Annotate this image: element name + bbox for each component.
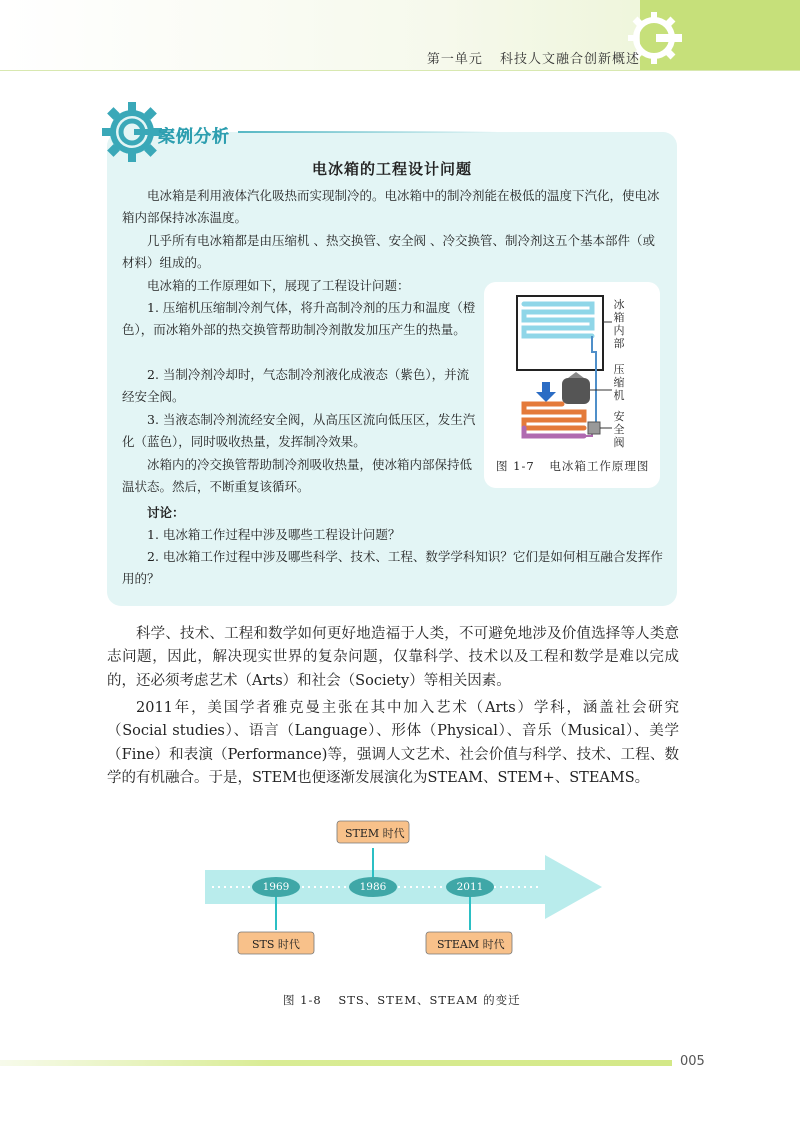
hot-exchange-coil	[524, 404, 584, 436]
year-label-1969: 1969	[262, 881, 290, 893]
fridge-diagram	[484, 282, 660, 458]
discussion-question: 2. 电冰箱工作过程中涉及哪些科学、技术、工程、数学学科知识？它们是如何相互融合发挥作用的？	[122, 549, 663, 586]
case-analysis-heading	[100, 100, 260, 160]
figure-caption-text: 电冰箱工作原理图	[549, 459, 650, 473]
header-unit: 第一单元	[426, 52, 483, 67]
case-heading-rule	[238, 131, 498, 133]
running-header	[427, 48, 640, 67]
body-paragraph: 科学、技术、工程和数学如何更好地造福于人类，不可避免地涉及价值选择等人类意志问题，因此，解决现实世界的复杂问题，仅靠科学、技术以及工程和数学是难以完成的，还必须考虑艺术（Arts）和社会（Society）等相关因素。	[107, 626, 679, 689]
label-fridge-inner: 冰箱内部	[613, 298, 625, 350]
case-step-paragraph: 2. 当制冷剂冷却时，气态制冷剂液化成液态（紫色），并流经安全阀。	[122, 367, 470, 404]
case-heading-label: 案例分析	[158, 127, 230, 147]
steam-era-label: STEAM 时代	[437, 938, 505, 951]
arrow-down-icon	[536, 382, 556, 402]
timeline-caption-text: STS、STEM、STEAM 的变迁	[338, 993, 521, 1007]
compressor-top	[568, 372, 584, 378]
discussion-question: 1. 电冰箱工作过程中涉及哪些工程设计问题？	[147, 527, 401, 542]
case-step-paragraph: 1. 压缩机压缩制冷剂气体，将升高制冷剂的压力和温度（橙色），而冰箱外部的热交换管帮助制冷剂散发加压产生的热量。	[122, 300, 476, 337]
safety-valve	[588, 422, 600, 434]
case-intro-paragraph: 几乎所有电冰箱都是由压缩机 、热交换管、安全阀 、冷交换管、制冷剂这五个基本部件（或材料）组成的。	[122, 233, 655, 270]
case-title: 电冰箱的工程设计问题	[311, 160, 472, 178]
header-divider	[0, 70, 800, 71]
case-intro-paragraph: 电冰箱的工作原理如下，展现了工程设计问题：	[147, 278, 410, 293]
footer-bar	[0, 1060, 672, 1066]
case-step-paragraph: 3. 当液态制冷剂流经安全阀，从高压区流向低压区，发生汽化（蓝色），同时吸收热量，发挥制冷效果。	[122, 412, 476, 449]
case-intro-paragraph: 电冰箱是利用液体汽化吸热而实现制冷的。电冰箱中的制冷剂能在极低的温度下汽化，使电冰箱内部保持冰冻温度。	[122, 188, 660, 225]
label-compressor: 压缩机	[613, 363, 625, 402]
body-paragraph: 2011年，美国学者雅克曼主张在其中加入艺术（Arts）学科，涵盖社会研究（Social studies）、语言（Language）、形体（Physical）、音乐（Musical）、美学（Fine）和表演（Performance)等，强调人文艺术、社会价值与科学、技术、工程、数学的有机融合。于是，STEM也便逐渐发展演化为STEAM、STEM+、STEAMS。	[107, 700, 679, 786]
header-title: 科技人文融合创新概述	[499, 52, 640, 67]
gear-icon	[100, 100, 164, 164]
figure-number: 图 1-7	[496, 459, 535, 473]
label-safety-valve: 安全阀	[613, 410, 625, 449]
sts-era-label: STS 时代	[252, 938, 300, 951]
refrigerant-line-blue	[592, 336, 596, 430]
compressor-body	[562, 378, 590, 404]
timeline-caption	[283, 992, 521, 1008]
figure-caption	[496, 458, 649, 474]
cold-exchange-coil	[524, 304, 592, 336]
year-label-1986: 1986	[359, 881, 387, 893]
page-number: 005	[680, 1054, 705, 1069]
timeline-figure-number: 图 1-8	[283, 993, 322, 1007]
case-step-paragraph: 冰箱内的冷交换管帮助制冷剂吸收热量，使冰箱内部保持低温状态。然后，不断重复该循环。	[122, 457, 473, 494]
year-label-2011: 2011	[456, 881, 484, 893]
discussion-label: 讨论：	[147, 505, 185, 520]
stem-era-label: STEM 时代	[345, 827, 405, 840]
